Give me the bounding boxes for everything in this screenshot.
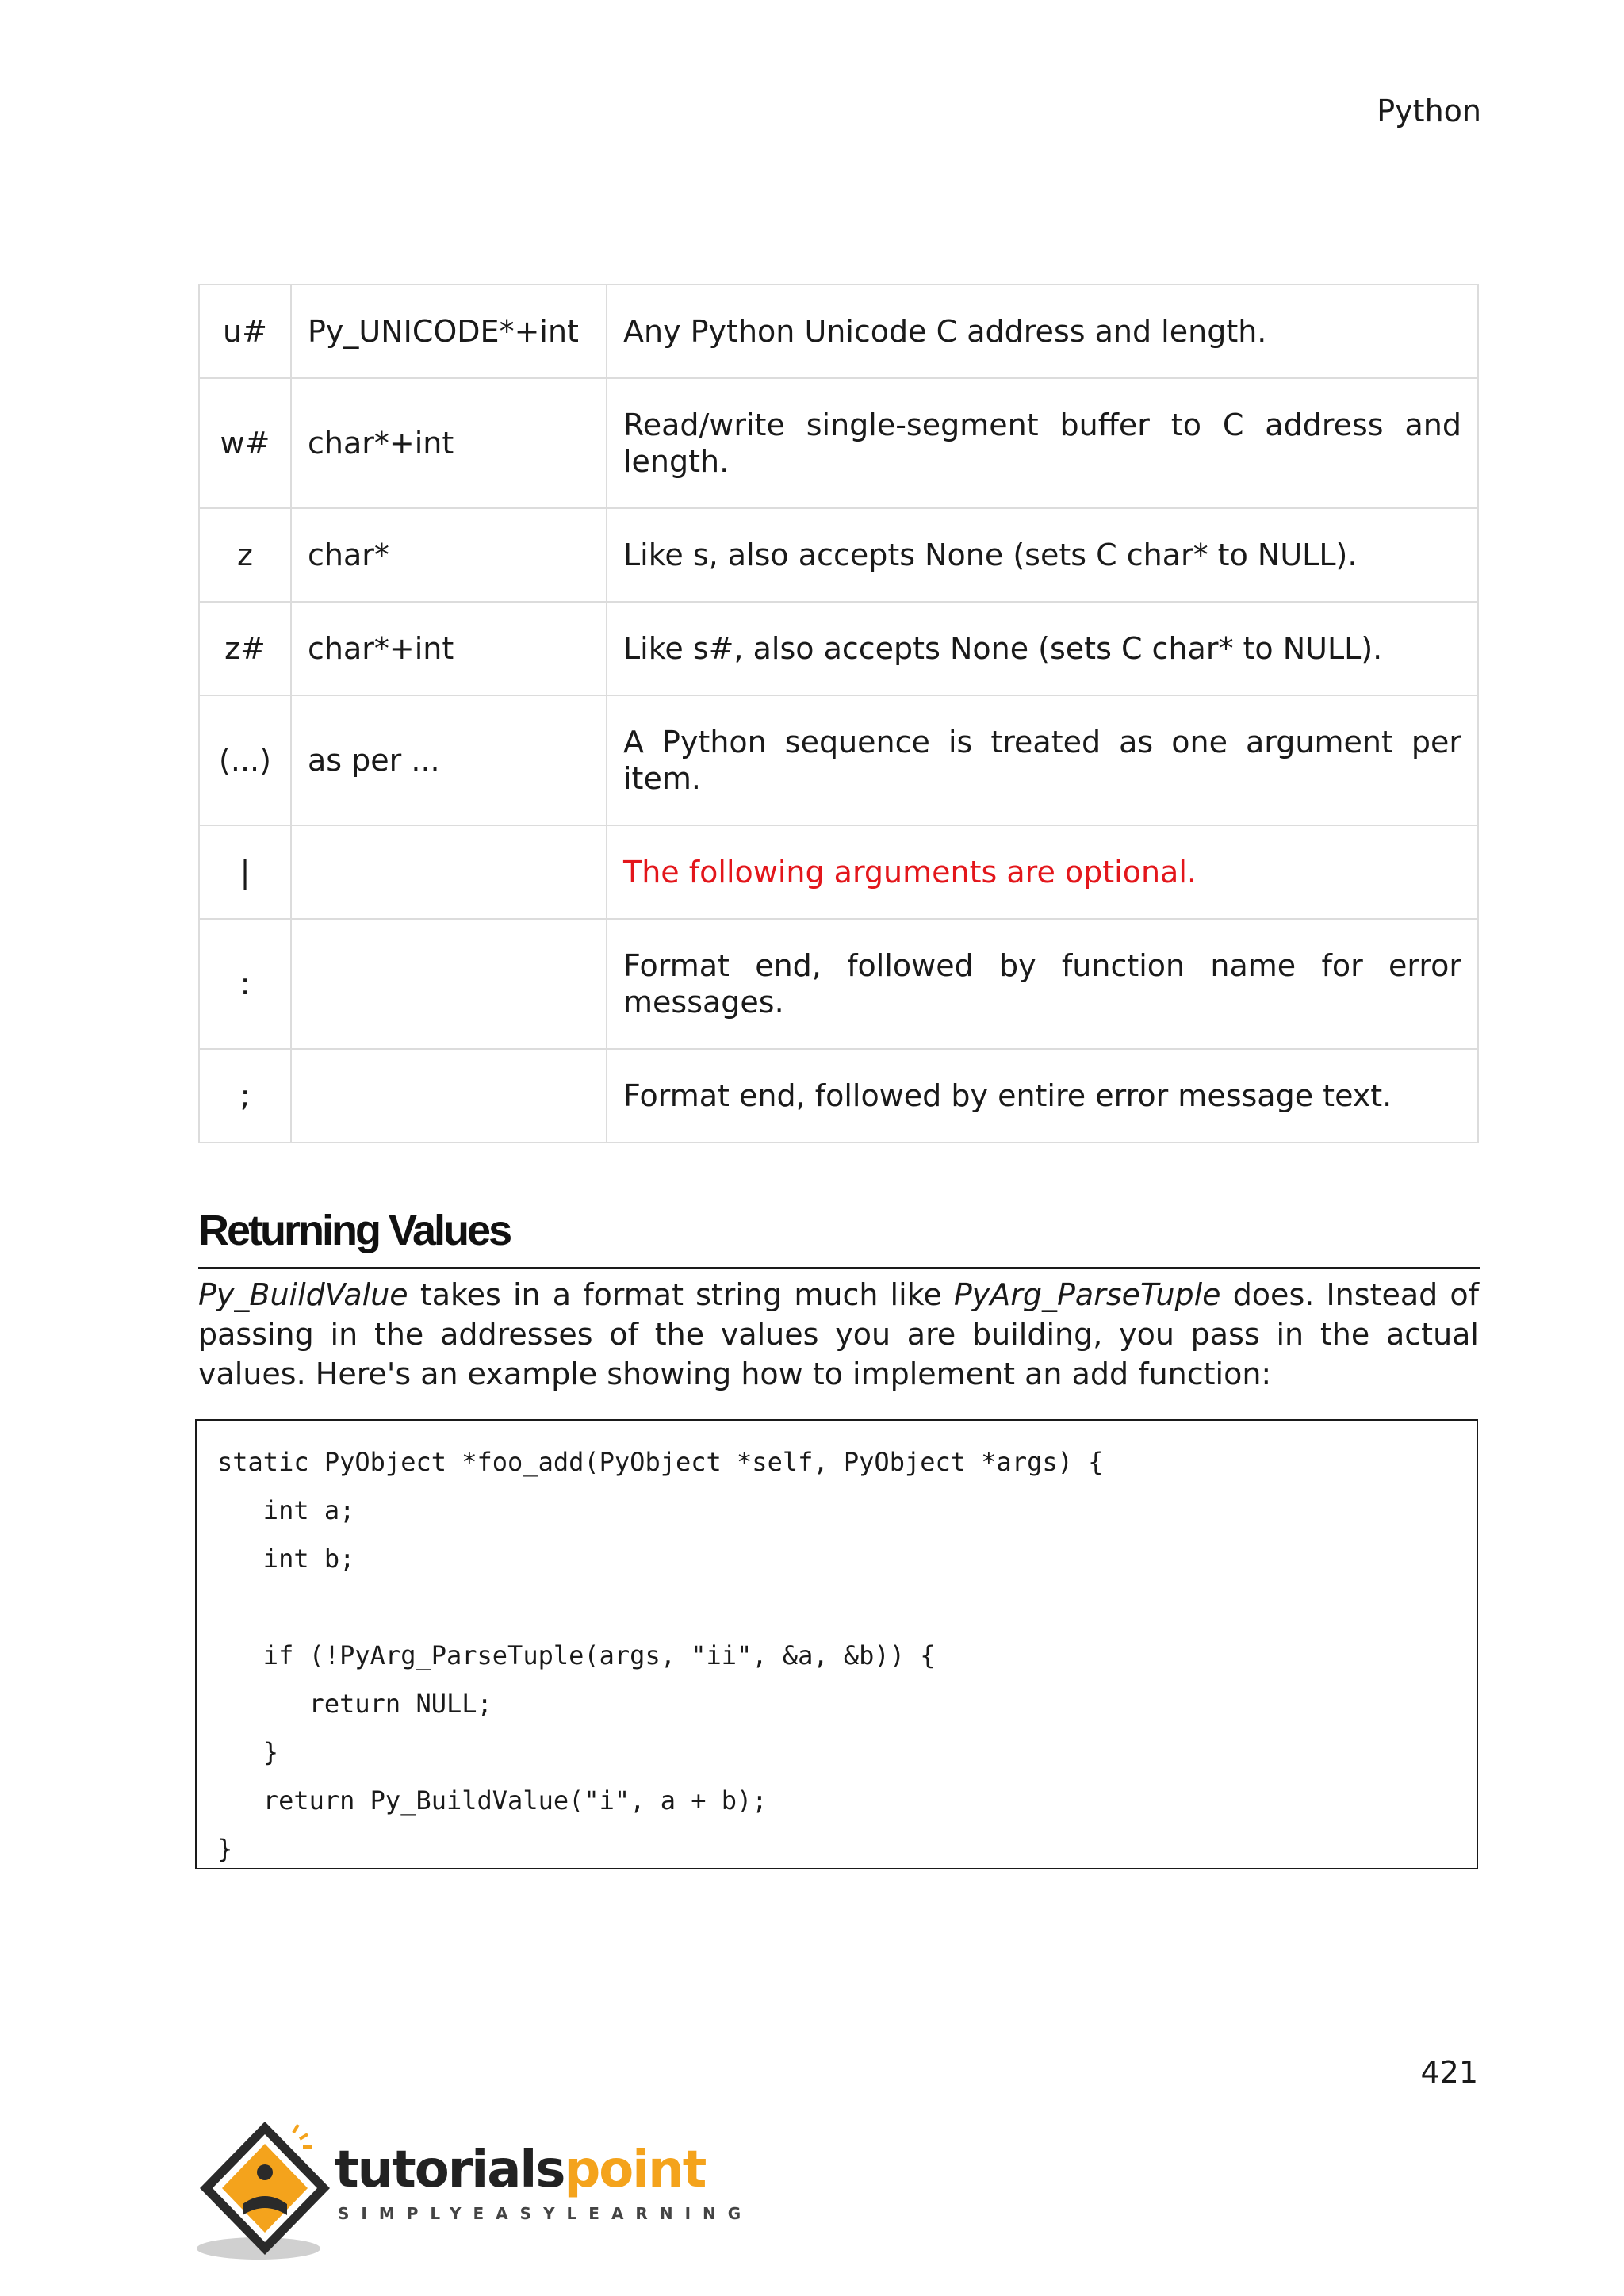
c-type-cell: char* (291, 508, 607, 602)
tutorialspoint-logo (195, 2115, 753, 2266)
format-code-cell: z (199, 508, 291, 602)
c-type-cell (291, 919, 607, 1049)
table-row (199, 1049, 1478, 1142)
format-code-cell: u# (199, 285, 291, 378)
format-code-cell: w# (199, 378, 291, 508)
description-cell: Format end, followed by entire error message text. (607, 1049, 1478, 1142)
page-number: 421 (1420, 2055, 1478, 2090)
format-code-cell: (...) (199, 695, 291, 825)
intro-paragraph (198, 1275, 1479, 1394)
code-line: int a; (217, 1495, 355, 1525)
description-cell: Format end, followed by function name for error messages. (607, 919, 1478, 1049)
c-type-cell: Py_UNICODE*+int (291, 285, 607, 378)
logo-diamond-icon (195, 2115, 338, 2266)
description-cell: A Python sequence is treated as one argument per item. (607, 695, 1478, 825)
format-code-cell: z# (199, 602, 291, 695)
c-type-cell (291, 1049, 607, 1142)
table-row (199, 602, 1478, 695)
running-head: Python (1377, 94, 1481, 128)
func-ref: PyArg_ParseTuple (953, 1277, 1221, 1312)
code-line: return Py_BuildValue("i", a + b); (217, 1785, 768, 1816)
format-codes-table (198, 284, 1479, 1143)
format-code-cell: ; (199, 1049, 291, 1142)
logo-tagline: SIMPLYEASYLEARNING (338, 2204, 753, 2223)
optional-note-cell: The following arguments are optional. (607, 825, 1478, 919)
table-row (199, 919, 1478, 1049)
code-text (217, 1438, 1103, 1873)
table-row (199, 825, 1478, 919)
section-heading: Returning Values (198, 1205, 1480, 1269)
code-line: if (!PyArg_ParseTuple(args, "ii", &a, &b)) { (217, 1640, 936, 1670)
description-cell: Read/write single-segment buffer to C address and length. (607, 378, 1478, 508)
description-cell: Any Python Unicode C address and length. (607, 285, 1478, 378)
description-cell: Like s#, also accepts None (sets C char* to NULL). (607, 602, 1478, 695)
description-cell: Like s, also accepts None (sets C char* to NULL). (607, 508, 1478, 602)
logo-wordmark: tutorialspoint (335, 2141, 706, 2199)
table-row (199, 285, 1478, 378)
code-line: int b; (217, 1544, 355, 1574)
table-row (199, 508, 1478, 602)
code-line: static PyObject *foo_add(PyObject *self, PyObject *args) { (217, 1447, 1104, 1477)
c-type-cell: as per ... (291, 695, 607, 825)
c-type-cell: char*+int (291, 602, 607, 695)
code-line: return NULL; (217, 1689, 492, 1719)
func-name: Py_BuildValue (198, 1277, 408, 1312)
code-block (195, 1419, 1478, 1869)
code-line: } (217, 1737, 279, 1767)
intro-text-rest: does. Instead of passing in the addresses of the values you are building, you pass in the actual values. Here's an example showing how to implement an add function: (198, 1277, 1480, 1391)
intro-text: takes in a format string much like (408, 1277, 954, 1312)
table-row (199, 695, 1478, 825)
table-row (199, 378, 1478, 508)
code-line: } (217, 1834, 233, 1864)
c-type-cell (291, 825, 607, 919)
format-code-cell: | (199, 825, 291, 919)
c-type-cell: char*+int (291, 378, 607, 508)
format-code-cell: : (199, 919, 291, 1049)
